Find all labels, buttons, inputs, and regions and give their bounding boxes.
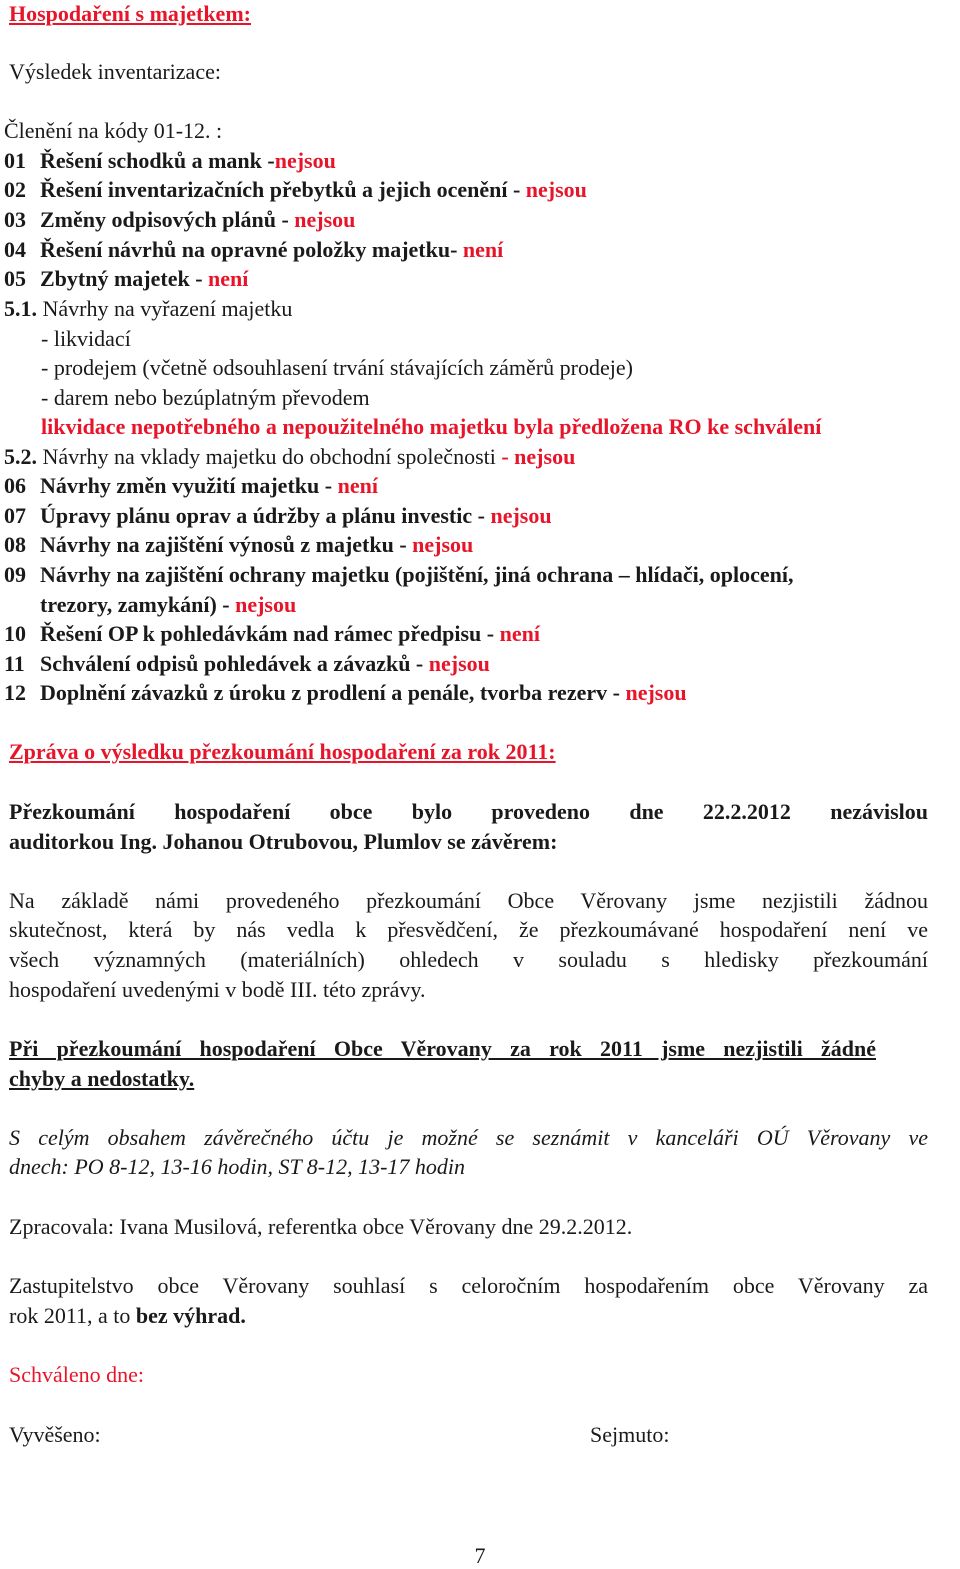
item-5-1-text: Návrhy na vyřazení majetku <box>37 296 293 321</box>
code-status: nejsou <box>274 148 336 173</box>
code-item <box>4 147 960 175</box>
availability-line1: S celým obsahem závěrečného účtu je možné se seznámit v kanceláři OÚ Věrovany ve <box>9 1125 928 1150</box>
code-text: Návrhy na zajištění ochrany majetku (pojištění, jiná ochrana – hlídači, oplocení, <box>40 562 794 587</box>
posted-label: Vyvěšeno: <box>9 1422 101 1447</box>
item-5-1-number: 5.1. <box>4 296 37 321</box>
item-5-1 <box>4 295 960 323</box>
code-number: 09 <box>4 562 26 587</box>
item-5-2-number: 5.2. <box>4 444 37 469</box>
code-number: 03 <box>4 207 26 232</box>
prepared-by: Zpracovala: Ivana Musilová, referentka obce Věrovany dne 29.2.2012. <box>9 1214 633 1239</box>
code-status: není <box>208 266 249 291</box>
code-status: nejsou <box>412 532 474 557</box>
code-item <box>4 472 960 500</box>
code-status: nejsou <box>525 177 587 202</box>
code-item <box>4 206 960 234</box>
sub-item: - darem nebo bezúplatným převodem <box>41 385 370 410</box>
code-item <box>4 679 960 707</box>
liquidation-note: likvidace nepotřebného a nepoužitelného majetku byla předložena RO ke schválení <box>41 414 822 439</box>
code-text: Řešení inventarizačních přebytků a jejich ocenění - <box>40 177 526 202</box>
code-status: není <box>499 621 540 646</box>
code-number: 02 <box>4 177 26 202</box>
item-5-2 <box>4 443 960 471</box>
code-status: není <box>462 237 504 262</box>
code-status: nejsou <box>235 592 297 617</box>
code-number: 04 <box>4 237 26 262</box>
council-line2-text: rok 2011, a to <box>9 1303 136 1328</box>
conclusion-line: hospodaření uvedenými v bodě III. této zprávy. <box>9 977 426 1002</box>
code-status: není <box>337 473 378 498</box>
sub-item: - prodejem (včetně odsouhlasení trvání stávajících záměrů prodeje) <box>41 355 633 380</box>
inventory-result-label: Výsledek inventarizace: <box>9 59 221 84</box>
code-text: Doplnění závazků z úroku z prodlení a penále, tvorba rezerv - <box>40 680 626 705</box>
code-number: 08 <box>4 532 26 557</box>
code-status: nejsou <box>294 207 356 232</box>
sub-item: - likvidací <box>41 326 131 351</box>
section-title: Hospodaření s majetkem: <box>9 1 251 26</box>
council-line2-bold: bez výhrad. <box>135 1303 246 1328</box>
code-text: trezory, zamykání) - <box>40 592 236 617</box>
code-text: Návrhy na zajištění výnosů z majetku - <box>40 532 413 557</box>
no-errors-line1: Při přezkoumání hospodaření Obce Věrovany za rok 2011 jsme nezjistili žádné <box>9 1036 876 1061</box>
code-number: 12 <box>4 680 26 705</box>
code-item <box>4 620 960 648</box>
code-text: Změny odpisových plánů - <box>40 207 295 232</box>
review-statement-line1: Přezkoumání hospodaření obce bylo provedeno dne 22.2.2012 nezávislou <box>9 799 928 824</box>
code-item <box>4 561 960 589</box>
code-number: 11 <box>4 651 25 676</box>
code-number: 05 <box>4 266 26 291</box>
code-number: 01 <box>4 148 26 173</box>
code-number: 06 <box>4 473 26 498</box>
code-text: Úpravy plánu oprav a údržby a plánu investic - <box>40 503 491 528</box>
council-line2 <box>9 1302 960 1330</box>
code-status: nejsou <box>625 680 687 705</box>
review-statement-line2: auditorkou Ing. Johanou Otrubovou, Plumlov se závěrem: <box>9 829 558 854</box>
code-text: Řešení OP k pohledávkám nad rámec předpisu - <box>40 621 500 646</box>
approved-label: Schváleno dne: <box>9 1362 145 1387</box>
code-item <box>4 265 960 293</box>
code-number: 10 <box>4 621 26 646</box>
code-item-continuation <box>40 591 960 619</box>
page-number: 7 <box>474 1543 486 1568</box>
code-text: Návrhy změn využití majetku - <box>40 473 338 498</box>
code-text: Zbytný majetek - <box>40 266 209 291</box>
code-item <box>4 502 960 530</box>
conclusion-line: Na základě námi provedeného přezkoumání Obce Věrovany jsme nezjistili žádnou <box>9 888 928 913</box>
code-item <box>4 236 960 264</box>
code-text: Řešení schodků a mank - <box>40 148 275 173</box>
removed-label: Sejmuto: <box>590 1422 670 1447</box>
code-number: 07 <box>4 503 26 528</box>
item-5-2-status: - nejsou <box>501 444 576 469</box>
item-5-2-text: Návrhy na vklady majetku do obchodní společnosti <box>37 444 502 469</box>
no-errors-line2: chyby a nedostatky. <box>9 1066 195 1091</box>
code-item <box>4 650 960 678</box>
code-status: nejsou <box>428 651 490 676</box>
code-text: Schválení odpisů pohledávek a závazků - <box>40 651 429 676</box>
council-line1: Zastupitelstvo obce Věrovany souhlasí s celoročním hospodařením obce Věrovany za <box>9 1273 928 1298</box>
conclusion-line: skutečnost, která by nás vedla k přesvědčení, že přezkoumávané hospodaření není ve <box>9 917 928 942</box>
code-item <box>4 531 960 559</box>
review-heading: Zpráva o výsledku přezkoumání hospodaření za rok 2011: <box>9 739 556 764</box>
code-item <box>4 176 960 204</box>
availability-line2: dnech: PO 8-12, 13-16 hodin, ST 8-12, 13-17 hodin <box>9 1154 466 1179</box>
conclusion-line: všech významných (materiálních) ohledech v souladu s hledisky přezkoumání <box>9 947 928 972</box>
code-text: Řešení návrhů na opravné položky majetku- <box>40 237 463 262</box>
code-status: nejsou <box>490 503 552 528</box>
codes-intro: Členění na kódy 01-12. : <box>4 118 223 143</box>
